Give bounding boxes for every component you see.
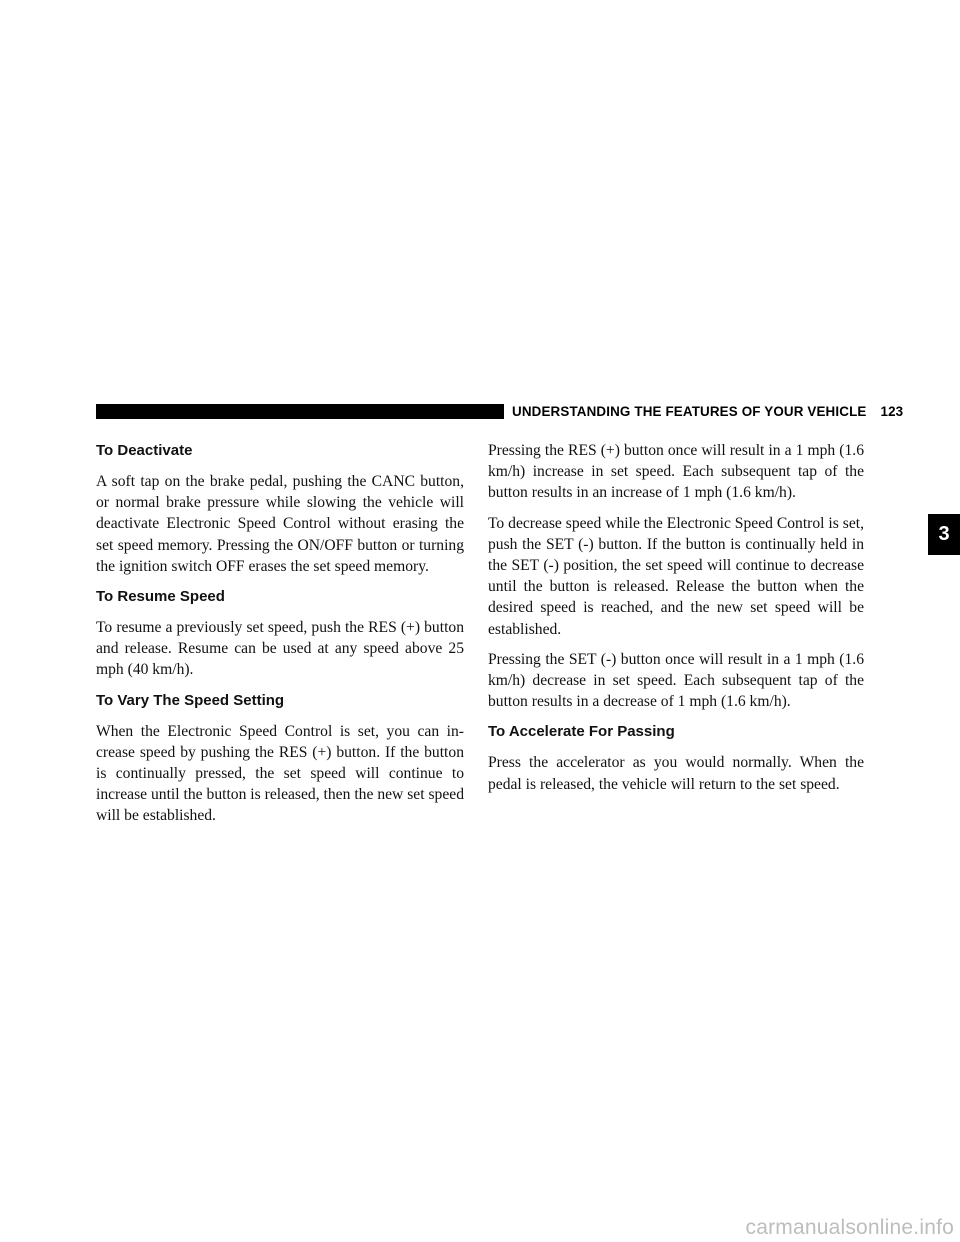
paragraph-resume-speed: To resume a previously set speed, push the RES (+) button and release. Resume can be used at any speed above 25 mph (40 km/h). — [96, 619, 464, 679]
paragraph-vary-speed: When the Electronic Speed Control is set, you can in-crease speed by pushing the RES (+) button. If the button is continually pressed, the set speed will continue to increase until the button is released, then the new set speed will be established. — [96, 722, 464, 825]
heading-to-accelerate-for-passing: To Accelerate For Passing — [488, 723, 675, 741]
paragraph-decrease-speed: To decrease speed while the Electronic Speed Control is set, push the SET (-) button. If the button is continually held in the SET (-) position, the set speed will continue to decrease until the button is released. Release the button when the desired speed is reached, and the new set speed will be established. — [488, 514, 864, 638]
section-title: UNDERSTANDING THE FEATURES OF YOUR VEHICLE — [512, 404, 867, 419]
heading-to-resume-speed: To Resume Speed — [96, 588, 225, 606]
chapter-tab: 3 — [928, 514, 960, 555]
paragraph-deactivate: A soft tap on the brake pedal, pushing the CANC button, or normal brake pressure while slowing the vehicle will deactivate Electronic Speed Control without erasing the set speed memory. Pressing the ON/OFF button or turning the ignition switch OFF erases the set speed memory. — [96, 473, 464, 575]
paragraph-res-increase: Pressing the RES (+) button once will result in a 1 mph (1.6 km/h) increase in set speed. Each subsequent tap of the button results in an increase of 1 mph (1.6 km/h). — [488, 442, 864, 502]
heading-to-deactivate: To Deactivate — [96, 442, 193, 459]
paragraph-set-decrease: Pressing the SET (-) button once will result in a 1 mph (1.6 km/h) decrease in set speed. Each subsequent tap of the button results in a decrease of 1 mph (1.6 km/h). — [488, 650, 864, 711]
paragraph-accelerate-passing: Press the accelerator as you would normally. When the pedal is released, the vehicle will return to the set speed. — [488, 754, 864, 793]
page-number: 123 — [880, 404, 904, 419]
watermark: carmanualsonline.info — [745, 1216, 954, 1239]
running-header — [512, 404, 903, 419]
heading-to-vary-speed-setting: To Vary The Speed Setting — [96, 691, 285, 709]
right-column — [488, 440, 864, 804]
left-column — [96, 440, 464, 836]
header-rule — [96, 404, 504, 419]
